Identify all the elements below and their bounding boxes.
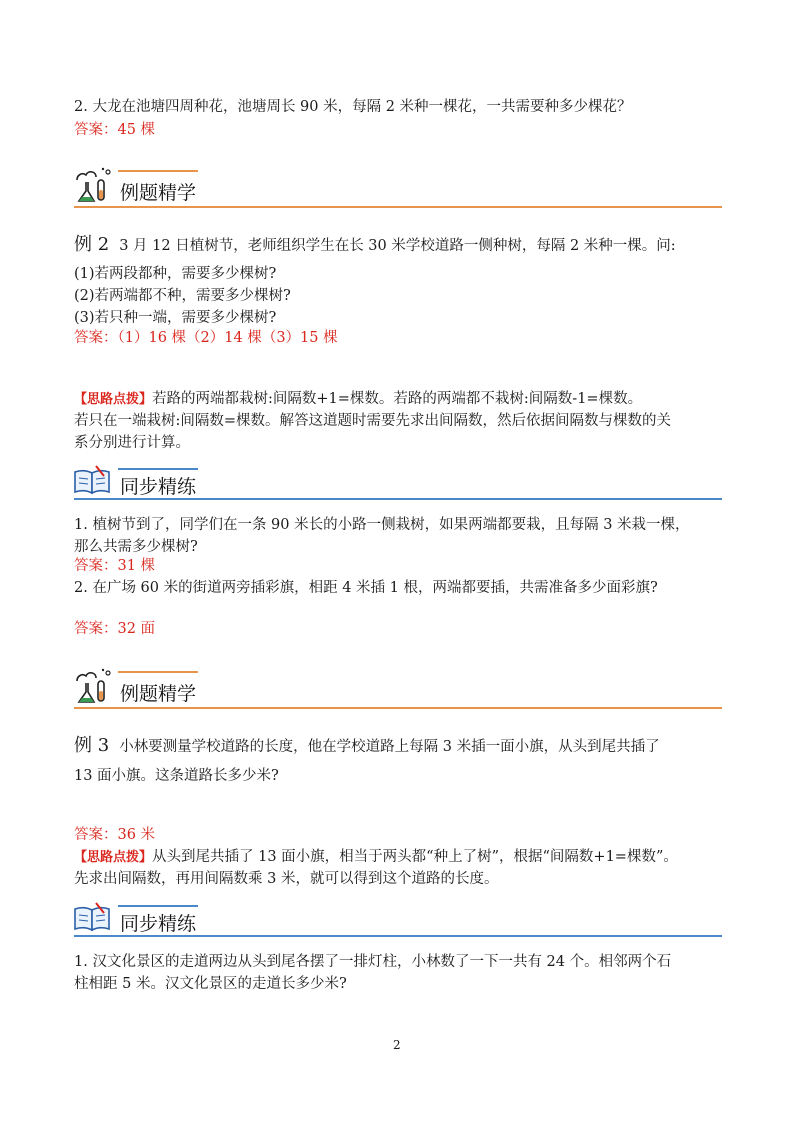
question-text: 柱相距 5 米。汉文化景区的走道长多少米? <box>74 976 347 992</box>
answer-text: 答案：32 面 <box>74 621 156 637</box>
section-rule <box>74 707 722 709</box>
tip-text: 若路的两端都栽树:间隔数+1=棵数。若路的两端都不栽树:间隔数-1=棵数。 <box>152 391 643 407</box>
question-text: 1. 汉文化景区的走道两边从头到尾各摆了一排灯柱，小林数了一下一共有 24 个。相邻两个石 <box>74 954 672 970</box>
tip-line <box>74 845 678 866</box>
section-rule <box>74 206 722 208</box>
answer-text: 答案：36 米 <box>74 827 156 843</box>
example-question <box>74 731 660 757</box>
sub-question: (1)若两段都种，需要多少棵树? <box>74 266 277 282</box>
header-top-line <box>118 468 198 470</box>
example-text: 3 月 12 日植树节，老师组织学生在长 30 米学校道路一侧种树，每隔 2 米种一棵。问: <box>119 238 676 254</box>
tip-text: 从头到尾共插了 13 面小旗，相当于两头都“种上了树”，根据“间隔数+1=棵数”。 <box>152 849 678 865</box>
section-title: 例题精学 <box>120 683 197 705</box>
tip-text: 若只在一端栽树:间隔数=棵数。解答这道题时需要先求出间隔数，然后依据间隔数与棵数的关 <box>74 413 672 429</box>
tip-text: 系分别进行计算。 <box>74 435 190 451</box>
tip-label: 【思路点拨】 <box>74 392 153 407</box>
example-label: 例 2 <box>74 234 110 255</box>
question-text: 2. 在广场 60 米的街道两旁插彩旗，相距 4 米插 1 根，两端都要插，共需准备多少面彩旗? <box>74 580 658 596</box>
header-top-line <box>118 905 198 907</box>
example-question <box>74 230 676 256</box>
flask-icon <box>72 667 114 707</box>
tip-label: 【思路点拨】 <box>74 850 153 865</box>
section-rule <box>74 498 722 500</box>
example-text: 小林要测量学校道路的长度，他在学校道路上每隔 3 米插一面小旗，从头到尾共插了 <box>119 739 660 755</box>
tip-text: 先求出间隔数，再用间隔数乘 3 米，就可以得到这个道路的长度。 <box>74 871 499 887</box>
section-title: 同步精练 <box>120 913 197 935</box>
header-top-line <box>118 671 198 673</box>
example-label: 例 3 <box>74 735 110 756</box>
header-top-line <box>118 170 198 172</box>
answer-text: 答案：（1）16 棵（2）14 棵（3）15 棵 <box>74 330 338 346</box>
book-icon <box>72 462 114 498</box>
flask-icon <box>72 166 114 206</box>
question-text: 2. 大龙在池塘四周种花，池塘周长 90 米，每隔 2 米种一棵花，一共需要种多少棵花？ <box>74 99 632 115</box>
question-text: 那么共需多少棵树? <box>74 539 198 555</box>
page-number: 2 <box>393 1038 401 1052</box>
sub-question: (2)若两端都不种，需要多少棵树? <box>74 288 291 304</box>
example-text: 13 面小旗。这条道路长多少米? <box>74 768 279 784</box>
tip-line <box>74 387 642 408</box>
section-title: 同步精练 <box>120 476 197 498</box>
section-rule <box>74 935 722 937</box>
answer-text: 答案：45 棵 <box>74 122 156 138</box>
question-text: 1. 植树节到了，同学们在一条 90 米长的小路一侧栽树，如果两端都要栽，且每隔 3 米栽一棵， <box>74 517 690 533</box>
sub-question: (3)若只种一端，需要多少棵树? <box>74 310 277 326</box>
section-title: 例题精学 <box>120 182 197 204</box>
answer-text: 答案：31 棵 <box>74 558 156 574</box>
book-icon <box>72 899 114 935</box>
